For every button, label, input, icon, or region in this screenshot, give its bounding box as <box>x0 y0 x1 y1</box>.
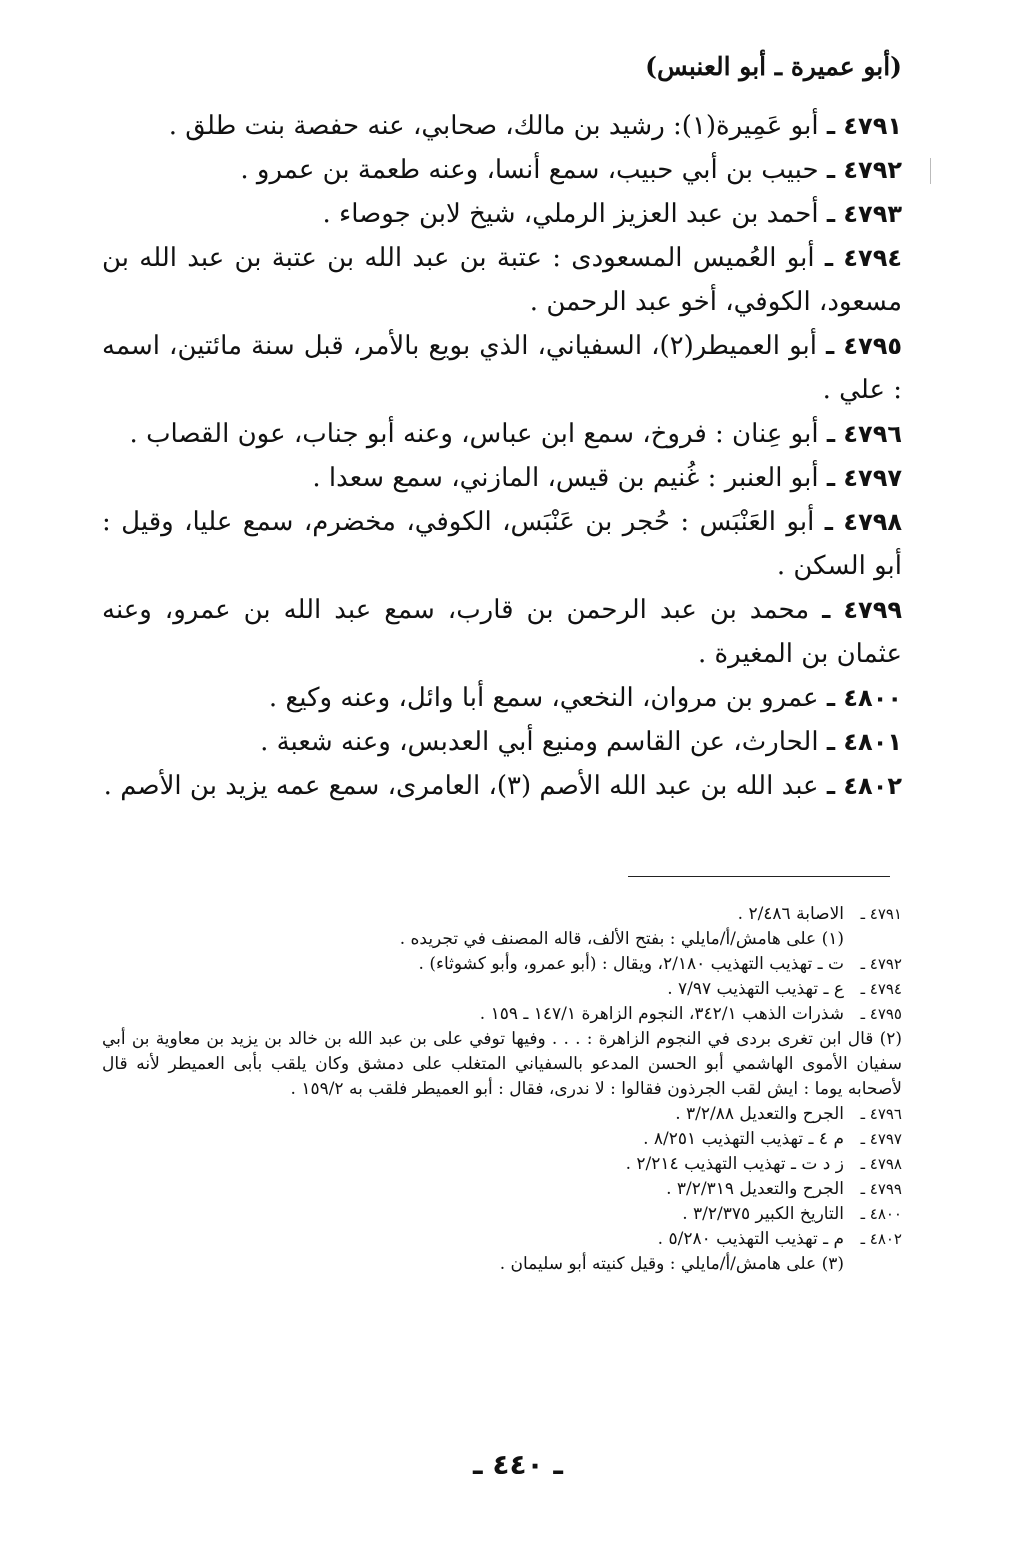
footnote <box>102 902 902 927</box>
entry-text: أحمد بن عبد العزيز الرملي، شيخ لابن جوصاء . <box>322 199 819 229</box>
footnote-number: ٤٨٠٠ ـ <box>860 1205 902 1223</box>
entry <box>102 192 902 236</box>
footnote-text: (٣) على هامش/أ/مايلي : وقيل كنيته أبو سليمان . <box>499 1254 844 1274</box>
entry-number: ٤٨٠١ ـ <box>826 728 902 756</box>
running-header: (أبو عميرة ـ أبو العنبس) <box>645 52 902 81</box>
page-number: ـ ٤٤٠ ـ <box>473 1448 563 1481</box>
entry-number: ٤٧٩٨ ـ <box>824 508 903 536</box>
footnote <box>102 1227 902 1252</box>
entry-number: ٤٧٩٢ ـ <box>826 156 902 184</box>
entry-text: أبو عِنان : فروخ، سمع ابن عباس، وعنه أبو جناب، عون القصاب . <box>129 419 819 449</box>
footnote-text: م ٤ ـ تهذيب التهذيب ٨/٢٥١ . <box>643 1129 844 1149</box>
footnote <box>102 1202 902 1227</box>
footnote-number: ٤٧٩٦ ـ <box>860 1105 902 1123</box>
entry <box>102 104 902 148</box>
footnote-number: ٤٧٩٩ ـ <box>860 1180 902 1198</box>
footnote <box>102 1002 902 1027</box>
entry-text: أبو العَنْبَس : حُجر بن عَنْبَس، الكوفي، مخضرم، سمع عليا، وقيل : أبو السكن . <box>102 507 902 581</box>
entry <box>102 236 902 324</box>
entry-number: ٤٨٠٠ ـ <box>826 684 902 712</box>
entry-text: أبو العنبر : غُنيم بن قيس، المازني، سمع سعدا . <box>312 463 819 493</box>
footnote-number: ٤٧٩٥ ـ <box>860 1005 902 1023</box>
footnotes <box>102 902 902 1277</box>
footnote <box>102 1102 902 1127</box>
entry <box>102 500 902 588</box>
footnote <box>102 927 902 952</box>
footnote-number: ٤٧٩٢ ـ <box>860 955 902 973</box>
entry-number: ٤٧٩١ ـ <box>826 112 902 140</box>
footnote-number: ٤٧٩١ ـ <box>860 905 902 923</box>
entry-text: أبو عَمِيرة(١): رشيد بن مالك، صحابي، عنه حفصة بنت طلق . <box>168 111 819 141</box>
entry-number: ٤٧٩٧ ـ <box>826 464 902 492</box>
footnote-number: ٤٧٩٧ ـ <box>860 1130 902 1148</box>
entry-text: عبد الله بن عبد الله الأصم (٣)، العامرى، سمع عمه يزيد بن الأصم . <box>103 771 819 801</box>
footnote-text: الجرح والتعديل ٣/٢/٨٨ . <box>675 1104 844 1124</box>
entry <box>102 764 902 808</box>
margin-mark <box>930 158 931 184</box>
footnote <box>102 1252 902 1277</box>
entry-number: ٤٨٠٢ ـ <box>826 772 902 800</box>
entry <box>102 324 902 412</box>
footnote-number: ٤٨٠٢ ـ <box>860 1230 902 1248</box>
entry-number: ٤٧٩٣ ـ <box>826 200 902 228</box>
footnote-text: الاصابة ٢/٤٨٦ . <box>737 904 844 924</box>
entry-number: ٤٧٩٤ ـ <box>824 244 902 272</box>
footnote-text: (١) على هامش/أ/مايلي : بفتح الألف، قاله المصنف في تجريده . <box>399 929 844 949</box>
footnote-text: ع ـ تهذيب التهذيب ٧/٩٧ . <box>667 979 844 999</box>
entry-number: ٤٧٩٥ ـ <box>826 332 903 360</box>
entry <box>102 676 902 720</box>
footnote-number: ٤٧٩٤ ـ <box>860 980 902 998</box>
footnote-text: ت ـ تهذيب التهذيب ٢/١٨٠، ويقال : (أبو عمرو، وأبو كشوثاء) . <box>418 954 844 974</box>
entry-text: الحارث، عن القاسم ومنيع أبي العدبس، وعنه شعبة . <box>260 727 819 757</box>
footnote <box>102 1177 902 1202</box>
entry <box>102 588 902 676</box>
footnote <box>102 1027 902 1102</box>
footnote-text: التاريخ الكبير ٣/٢/٣٧٥ . <box>682 1204 844 1224</box>
footnote-text: (٢) قال ابن تغرى بردى في النجوم الزاهرة : . . . وفيها توفي على بن عبد الله بن خالد بن يزيد بن معاوية بن أبي سفيان الأموى الهاشمي أبو الحسن المدعو بالسفياني المتغلب على دمشق وكان يلقب بأبى العميطر لأنه قال لأصحابه يوما : ايش لقب الجرذون فقالوا : لا ندرى، فقال : أبو العميطر فلقب به ١٥٩/٢ . <box>102 1029 902 1099</box>
entry <box>102 456 902 500</box>
entry-text: عمرو بن مروان، النخعي، سمع أبا وائل، وعنه وكيع . <box>268 683 819 713</box>
entry-text: محمد بن عبد الرحمن بن قارب، سمع عبد الله بن عمرو، وعنه عثمان بن المغيرة . <box>102 595 902 669</box>
footnote-text: شذرات الذهب ٣٤٢/١، النجوم الزاهرة ١٤٧/١ ـ ١٥٩ . <box>479 1004 844 1024</box>
footnote <box>102 1127 902 1152</box>
footnote <box>102 952 902 977</box>
entry-number: ٤٧٩٩ ـ <box>822 596 902 624</box>
footnote <box>102 977 902 1002</box>
entry <box>102 720 902 764</box>
entry <box>102 412 902 456</box>
entries-list <box>102 104 902 808</box>
footnote-text: ز د ت ـ تهذيب التهذيب ٢/٢١٤ . <box>625 1154 844 1174</box>
entry-number: ٤٧٩٦ ـ <box>826 420 902 448</box>
entry-text: أبو العميطر(٢)، السفياني، الذي بويع بالأمر، قبل سنة مائتين، اسمه : علي . <box>102 331 902 405</box>
footnote-text: م ـ تهذيب التهذيب ٥/٢٨٠ . <box>657 1229 844 1249</box>
entry-text: أبو العُميس المسعودى : عتبة بن عبد الله بن عتبة بن عبد الله بن مسعود، الكوفي، أخو عبد الرحمن . <box>102 243 902 317</box>
footnote-text: الجرح والتعديل ٣/٢/٣١٩ . <box>666 1179 844 1199</box>
entry <box>102 148 902 192</box>
footnote-divider <box>628 876 890 877</box>
footnote-number: ٤٧٩٨ ـ <box>860 1155 902 1173</box>
footnote <box>102 1152 902 1177</box>
entry-text: حبيب بن أبي حبيب، سمع أنسا، وعنه طعمة بن عمرو . <box>240 155 819 185</box>
